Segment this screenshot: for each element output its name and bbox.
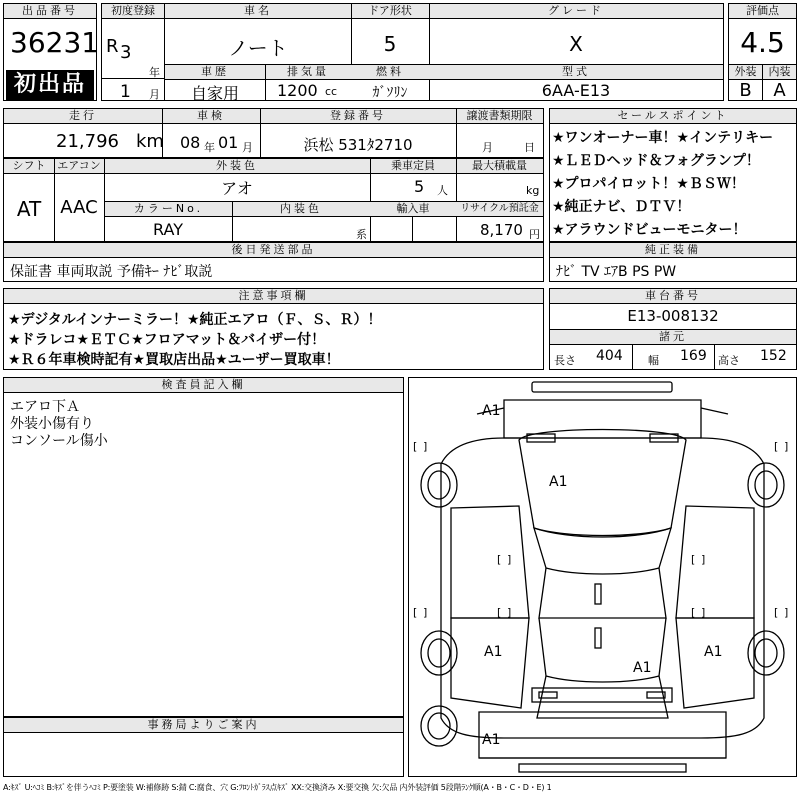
sales-point-line: ★プロパイロット！★ＢＳＷ！ [552,176,745,192]
later-parts-label: 後日発送部品 [4,243,543,257]
damage-mark: A1 [633,660,652,676]
exterior-grade: B [739,80,752,101]
office-label: 事務局よりご案内 [4,718,403,732]
ac-label: エアコン [54,159,104,173]
score-label: 評価点 [729,4,796,18]
bracket-mark: ] [701,553,706,566]
height-value: 152 [760,348,787,364]
displacement: 1200 [277,81,318,100]
ext-color-label: 外装色 [104,159,370,173]
sales-point-line: ★アラウンドビューモニター！ [552,222,747,238]
door-count: 5 [383,32,397,56]
recycle-label: リサイクル預託金 [456,202,543,216]
shift: AT [16,197,42,221]
height-label: 高さ [718,354,740,367]
chassis-box [549,288,797,370]
grade-label: グレード [429,4,723,18]
bracket-mark: ] [701,606,706,619]
recycle-fee: 8,170 [480,221,523,239]
recycle-unit: 円 [529,228,540,241]
history-label: 車歴 [165,65,265,79]
displacement-label: 排気量 [265,65,351,79]
bracket-mark: [ [691,553,696,566]
chassis-number: E13-008132 [627,307,719,325]
grade: X [569,32,583,56]
interior-grade-label: 内装 [763,65,796,79]
first-registration-label: 初度登録 [102,4,164,18]
car-diagram-svg [409,378,796,776]
first-listing-badge: 初出品 [6,70,94,100]
inspection-label: 車検 [162,109,260,123]
capacity-unit: 人 [437,184,448,197]
plate-number: 浜松 531ﾀ2710 [303,136,413,154]
load-label: 最大積載量 [456,159,543,173]
color-no-label: カラーNo. [105,202,232,216]
first-reg-month: 1 [120,82,131,102]
damage-mark: A1 [484,644,503,660]
overall-score: 4.5 [740,26,785,59]
int-color-label: 内装色 [232,202,370,216]
equipment-value: ﾅﾋﾞ TV ｴｱB PS PW [556,264,677,280]
bracket-mark: ] [507,606,512,619]
month-unit: 月 [149,88,160,101]
shift-label: シフト [4,159,54,173]
fuel-label: 燃料 [351,65,429,79]
later-parts-value: 保証書 車両取説 予備ｷｰ ﾅﾋﾞ取説 [10,264,213,280]
plate-label: 登録番号 [260,109,456,123]
bracket-mark: [ [497,553,502,566]
bracket-mark: ] [784,606,789,619]
score-box [728,3,797,101]
inspector-line: コンソール傷小 [10,433,108,449]
length-label: 長さ [554,354,576,367]
transfer-day-unit: 日 [524,141,535,154]
inspection-year: 08 [180,133,201,152]
capacity-label: 乗車定員 [370,159,456,173]
load-unit: kg [526,184,540,197]
damage-mark: A1 [482,403,501,419]
inspector-box [3,377,404,717]
car-info-box [164,3,724,101]
inspection-year-unit: 年 [204,141,215,154]
chassis-label: 車台番号 [550,289,796,303]
note-line: ★Ｒ６年車検時記有★買取店出品★ユーザー買取車！ [8,352,340,368]
inspector-line: 外装小傷有り [10,416,94,432]
notes-label: 注意事項欄 [4,289,543,303]
inspector-label: 検査員記入欄 [4,378,403,392]
lot-number-box [3,3,100,101]
note-line: ★デジタルインナーミラー！★純正エアロ（Ｆ、Ｓ、Ｒ）！ [8,312,382,328]
car-diagram [408,377,797,777]
car-name-label: 車名 [165,4,351,18]
sales-points-box [549,108,797,242]
sales-points-label: セールスポイント [550,109,796,123]
model-code: 6AA-E13 [541,81,611,100]
bracket-mark: [ [413,606,418,619]
bracket-mark: [ [691,606,696,619]
bracket-mark: [ [774,440,779,453]
door-label: ドア形状 [351,4,429,18]
mileage: 21,796 [56,131,119,152]
length-value: 404 [596,348,623,364]
year-unit: 年 [149,66,160,79]
bracket-mark: ] [423,440,428,453]
import-label: 輸入車 [370,202,456,216]
equipment-label: 純正装備 [550,243,796,257]
damage-mark: A1 [549,474,568,490]
sales-point-line: ★ＬＥＤヘッド＆フォグランプ！ [552,153,760,169]
bracket-mark: ] [423,606,428,619]
width-value: 169 [680,348,707,364]
first-registration-box [101,3,165,101]
bracket-mark: [ [497,606,502,619]
mileage-unit: km [136,131,164,152]
model-label: 型式 [429,65,723,79]
lot-number: 36231 [10,26,100,59]
bracket-mark: ] [507,553,512,566]
sales-point-line: ★ワンオーナー車！★インテリキー [552,130,774,146]
car-name: ノート [228,36,288,60]
mileage-row [3,108,544,158]
damage-mark: A1 [704,644,723,660]
note-line: ★ドラレコ★ＥＴＣ★フロアマット＆バイザー付！ [8,332,326,348]
int-color-unit: 系 [356,228,367,241]
width-label: 幅 [648,354,659,367]
equipment-box [549,242,797,282]
transfer-doc-label: 譲渡書類期限 [456,109,543,123]
vehicle-history: 自家用 [190,84,239,103]
sales-point-line: ★純正ナビ、ＤＴＶ！ [552,199,691,215]
air-conditioner: AAC [60,197,98,218]
era-prefix: R [106,36,119,57]
dims-label: 諸元 [550,330,796,344]
legend: A:ｷｽﾞ U:ﾍｺﾐ B:ｷｽﾞを伴うﾍｺﾐ P:要塗装 W:補修跡 S:錆 C:腐食、穴 G:ﾌﾛﾝﾄｶﾞﾗｽ点ｷｽﾞ XX:交換済み X:要交換 欠:欠品 内外装評価 5段階ﾗﾝｸ順(A・B・C・D・E) 1 [3,783,552,792]
exterior-color: アオ [221,179,253,198]
mileage-label: 走行 [4,109,162,123]
spec-row [3,158,544,242]
exterior-grade-label: 外装 [729,65,762,79]
color-number: RAY [153,220,183,239]
capacity: 5 [414,177,425,196]
bracket-mark: ] [784,440,789,453]
fuel: ｶﾞｿﾘﾝ [372,85,408,101]
transfer-month-unit: 月 [482,141,493,154]
interior-grade: A [773,80,786,101]
inspection-month: 01 [218,133,239,152]
bracket-mark: [ [774,606,779,619]
notes-box [3,288,544,370]
era-year: 3 [120,42,132,63]
cc-unit: cc [325,85,338,98]
inspection-month-unit: 月 [242,141,253,154]
bracket-mark: [ [413,440,418,453]
inspector-line: エアロ下Ａ [10,399,80,415]
later-parts-box [3,242,544,282]
office-box [3,717,404,777]
lot-number-label: 出品番号 [4,4,96,18]
damage-mark: A1 [482,732,501,748]
